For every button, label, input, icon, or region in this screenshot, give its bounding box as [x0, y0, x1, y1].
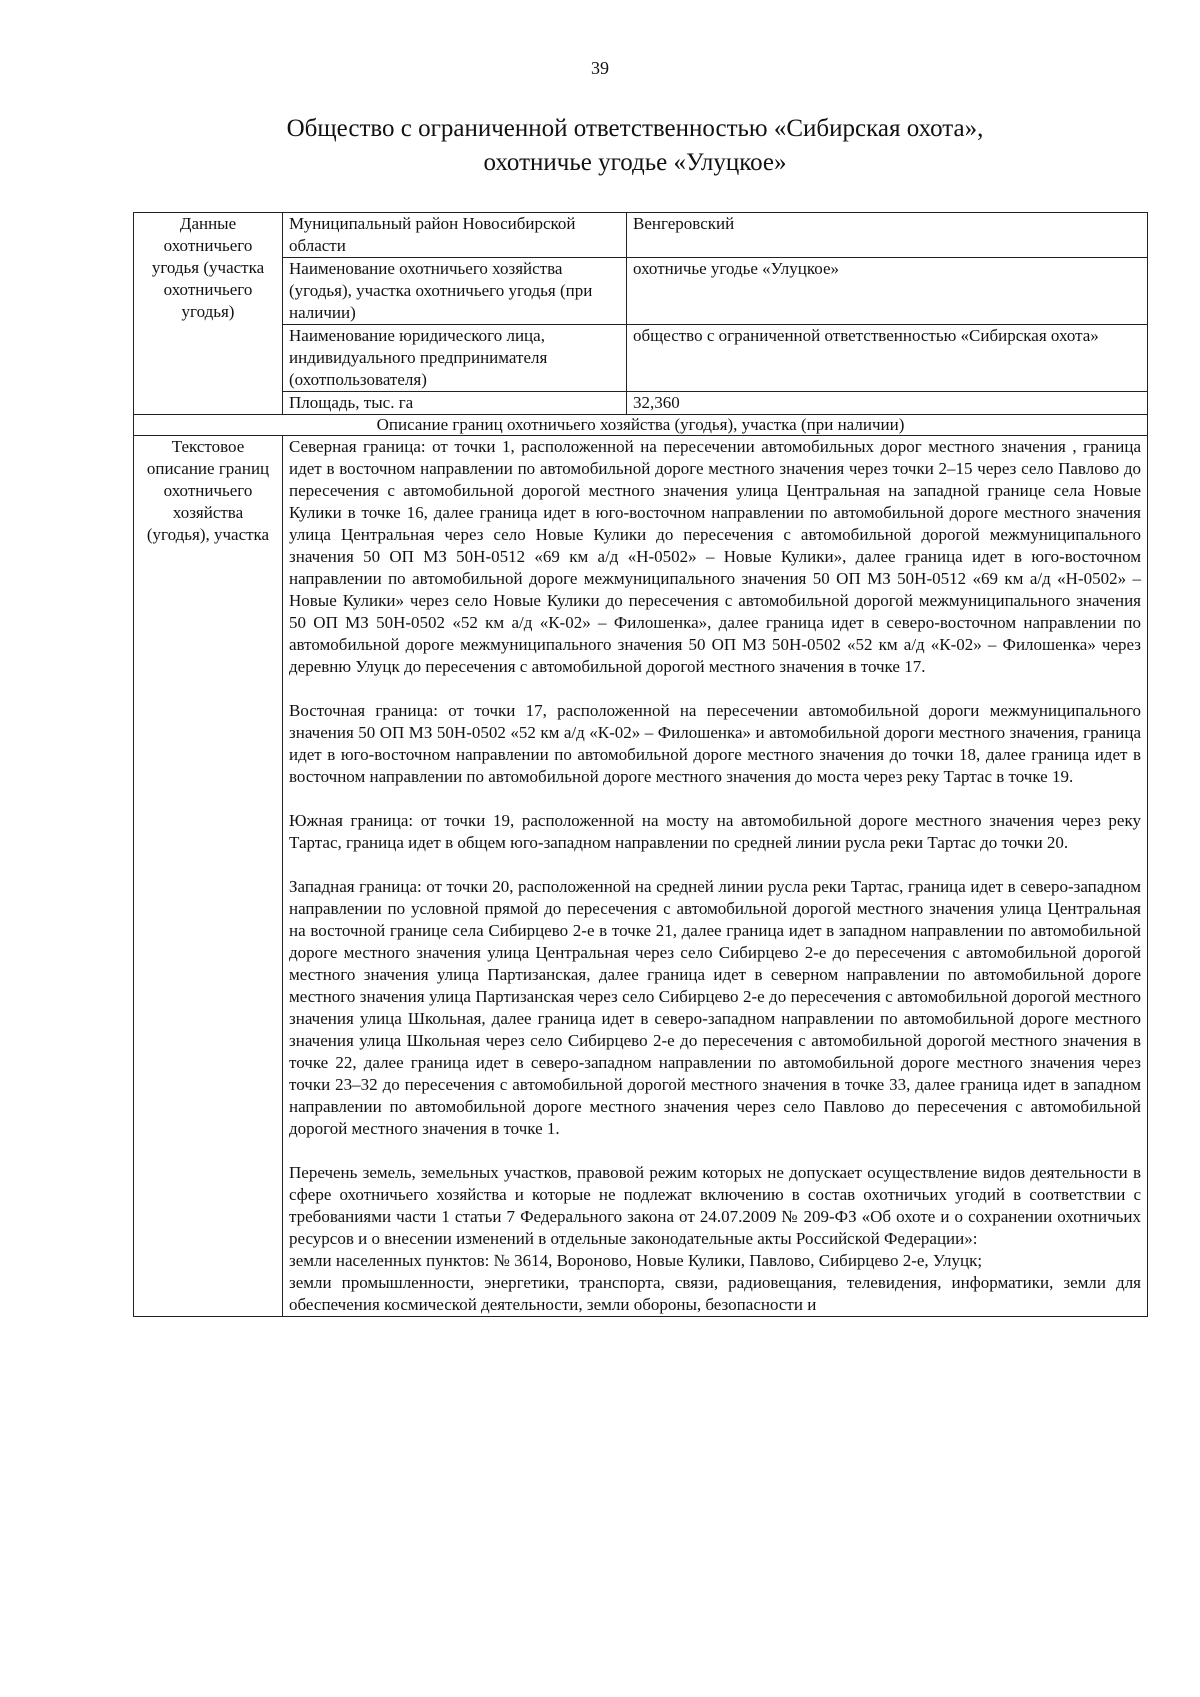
ground-data-header: Данные охотничьего угодья (участка охотничьего угодья) [134, 213, 283, 415]
west-boundary: Западная граница: от точки 20, расположенной на средней линии русла реки Тартас, граница идет в северо-западном направлении по условной прямой до пересечения с автомобильной дорогой местного значения улица Центральная на восточной границе села Сибирцево 2-е в точке 21, далее граница идет в западном направлении по автомобильной дороге местного значения улица Центральная через село Сибирцево 2-е до пересечения с автомобильной дорогой местного значения улица Партизанская, далее граница идет в северном направлении по автомобильной дороге местного значения улица Партизанская через село Сибирцево 2-е до пересечения с автомобильной дорогой местного значения улица Школьная, далее граница идет в северо-западном направлении по автомобильной дороге местного значения улица Школьная через село Сибирцево 2-е до пересечения с автомобильной дорогой местного значения в точке 22, далее граница идет в северо-западном направлении по автомобильной дороге местного значения через точки 23–32 до пересечения с автомобильной дорогой местного значения в точке 33, далее граница идет в западном направлении по автомобильной дороге местного значения через село Павлово до пересечения с автомобильной дорогой местного значения в точке 1. [289, 877, 1141, 1138]
row-value-area: 32,360 [627, 392, 1148, 415]
row-value-legal-entity: общество с ограниченной ответственностью «Сибирская охота» [627, 325, 1148, 392]
south-boundary: Южная граница: от точки 19, расположенной на мосту на автомобильной дороге местного значения через реку Тартас, граница идет в общем юго-западном направлении по средней линии русла реки Тартас до точки 20. [289, 811, 1141, 852]
row-value-hunting-ground-name: охотничье угодье «Улуцкое» [627, 258, 1148, 325]
row-label-area: Площадь, тыс. га [283, 392, 627, 415]
page-number: 39 [591, 58, 609, 78]
table-row [134, 415, 1148, 436]
row-label-hunting-ground-name: Наименование охотничьего хозяйства (угодья), участка охотничьего угодья (при наличии) [283, 258, 627, 325]
row-label-legal-entity: Наименование юридического лица, индивидуального предпринимателя (охотпользователя) [283, 325, 627, 392]
document-title-line-2: охотничье угодье «Улуцкое» [483, 149, 787, 176]
text-description-label: Текстовое описание границ охотничьего хозяйства (угодья), участка [134, 436, 283, 1317]
table-row [134, 436, 1148, 1317]
row-label-municipal-district: Муниципальный район Новосибирской области [283, 213, 627, 258]
hunting-ground-table [133, 212, 1148, 1317]
table-row [134, 325, 1148, 392]
excluded-lands-settlements: земли населенных пунктов: № 3614, Вороново, Новые Кулики, Павлово, Сибирцево 2-е, Улуцк; [289, 1251, 983, 1270]
table-row [134, 258, 1148, 325]
row-value-municipal-district: Венгеровский [627, 213, 1148, 258]
excluded-lands-intro: Перечень земель, земельных участков, правовой режим которых не допускает осуществление видов деятельности в сфере охотничьего хозяйства и которые не подлежат включению в состав охотничьих угодий в соответствии с требованиями части 1 статьи 7 Федерального закона от 24.07.2009 № 209-ФЗ «Об охоте и о сохранении охотничьих ресурсов и о внесении изменений в отдельные законодательные акты Российской Федерации»: [289, 1163, 1141, 1248]
document-title [130, 112, 1140, 180]
document-title-line-1: Общество с ограниченной ответственностью «Сибирская охота», [286, 115, 984, 142]
east-boundary: Восточная граница: от точки 17, расположенной на пересечении автомобильной дороги межмуниципального значения 50 ОП МЗ 50Н-0502 «52 км а/д «К-02» – Филошенка» и автомобильной дороги местного значения, граница идет в юго-восточном направлении по автомобильной дороге местного значения до точки 18, далее граница идет в восточном направлении по автомобильной дороге местного значения до моста через реку Тартас в точке 19. [289, 701, 1141, 786]
table-row [134, 213, 1148, 258]
boundary-description-header: Описание границ охотничьего хозяйства (угодья), участка (при наличии) [134, 415, 1148, 436]
excluded-lands-industry: земли промышленности, энергетики, транспорта, связи, радиовещания, телевидения, информатики, земли для обеспечения космической деятельности, земли обороны, безопасности и [289, 1273, 1141, 1314]
boundary-description-text [283, 436, 1148, 1317]
table-row [134, 392, 1148, 415]
north-boundary: Северная граница: от точки 1, расположенной на пересечении автомобильных дорог местного значения , граница идет в восточном направлении по автомобильной дороге местного значения через точки 2–15 через село Павлово до пересечения с автомобильной дорогой местного значения улица Центральная на западной границе села Новые Кулики в точке 16, далее граница идет в юго-восточном направлении по автомобильной дороге местного значения улица Центральная через село Новые Кулики до пересечения с автомобильной дорогой межмуниципального значения 50 ОП МЗ 50Н-0512 «69 км а/д «Н-0502» – Новые Кулики», далее граница идет в юго-восточном направлении по автомобильной дороге межмуниципального значения 50 ОП МЗ 50Н-0512 «69 км а/д «Н-0502» – Новые Кулики» через село Новые Кулики до пересечения с автомобильной дорогой межмуниципального значения 50 ОП МЗ 50Н-0502 «52 км а/д «К-02» – Филошенка», далее граница идет в северо-восточном направлении по автомобильной дороге межмуниципального значения 50 ОП МЗ 50Н-0502 «52 км а/д «К-02» – Филошенка» через деревню Улуцк до пересечения с автомобильной дорогой местного значения в точке 17. [289, 437, 1141, 676]
